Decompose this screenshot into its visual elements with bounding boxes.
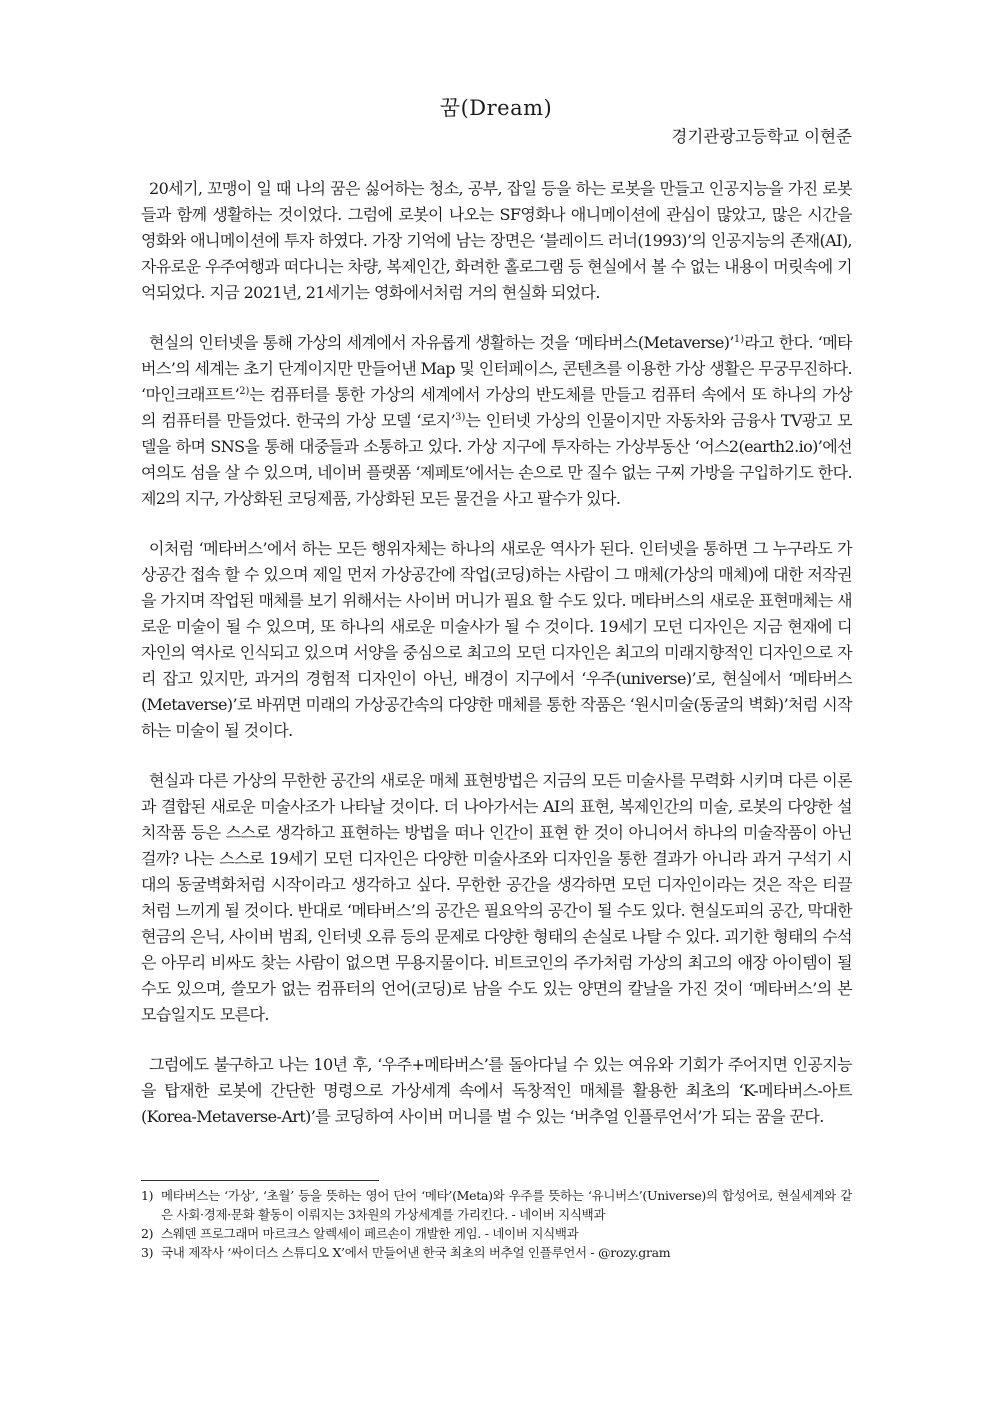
paragraph-text: 그럼에도 불구하고 나는 10년 후, ‘우주+메타버스’를 돌아다닐 수 있는 여유와 기회가 주어지면 인공지능을 탑재한 로봇에 간단한 명령으로 가상세계 속에서 독창적인 매체를 활용한 최초의 ‘K-메타버스-아트(Korea-Metaverse-Art)’를 코딩하여 사이버 머니를 벌 수 있는 ‘버추얼 인플루언서’가 되는 꿈을 꾼다.: [141, 1055, 852, 1126]
paragraph-text: 현실과 다른 가상의 무한한 공간의 새로운 매체 표현방법은 지금의 모든 미술사를 무력화 시키며 다른 이론과 결합된 새로운 미술사조가 나타날 것이다. 더 나아가서는 AI의 표현, 복제인간의 미술, 로봇의 다양한 설치작품 등은 스스로 생각하고 표현하는 방법을 떠나 인간이 표현 한 것이 아니어서 하나의 미술작품이 아닌 걸까? 나는 스스로 19세기 모던 디자인은 다양한 미술사조와 디자인을 통한 결과가 아니라 과거 구석기 시대의 동굴벽화처럼 시작이라고 생각하고 싶다. 무한한 공간을 생각하면 모던 디자인이라는 것은 작은 티끌처럼 느끼게 될 것이다. 반대로 ‘메타버스’의 공간은 필요악의 공간이 될 수도 있다. 현실도피의 공간, 막대한 현금의 은닉, 사이버 범죄, 인터넷 오류 등의 문제로 다양한 형태의 손실로 나탈 수 있다. 괴기한 형태의 수석은 아무리 비싸도 찾는 사람이 없으면 무용지물이다. 비트코인의 주가처럼 가상의 최고의 애장 아이템이 될 수도 있으며, 쓸모가 없는 컴퓨터의 언어(코딩)로 남을 수도 있는 양면의 칼날을 가진 것이 ‘메타버스’의 본 모습일지도 모른다.: [141, 771, 852, 1024]
paragraph-text: 20세기, 꼬맹이 일 때 나의 꿈은 싫어하는 청소, 공부, 잡일 등을 하는 로봇을 만들고 인공지능을 가진 로봇들과 함께 생활하는 것이었다. 그럼에 로봇이 나오는 SF영화나 애니메이션에 관심이 많았고, 많은 시간을 영화와 애니메이션에 투자 하였다. 가장 기억에 남는 장면은 ‘블레이드 러너(1993)’의 인공지능의 존재(AI), 자유로운 우주여행과 떠다니는 차량, 복제인간, 화려한 홀로그램 등 현실에서 볼 수 없는 내용이 머릿속에 기억되었다. 지금 2021년, 21세기는 영화에서처럼 거의 현실화 되었다.: [141, 179, 852, 302]
footnote-number: 1): [141, 1188, 154, 1203]
paragraph-text: 현실의 인터넷을 통해 가상의 세계에서 자유롭게 생활하는 것을 ‘메타버스(Metaverse)’: [149, 333, 734, 352]
author-line: 경기관광고등학교 이현준: [671, 127, 852, 146]
essay-body: [141, 176, 852, 1130]
footnote-divider: [141, 1180, 379, 1181]
footnote-number: 2): [141, 1226, 154, 1241]
paragraph-2: [141, 330, 852, 512]
paragraph-3: [141, 536, 852, 744]
footnotes: [141, 1186, 852, 1262]
footnote-number: 3): [141, 1245, 154, 1260]
footnote-3: [141, 1243, 852, 1262]
footnote-2: [141, 1224, 852, 1243]
footnote-text: 스웨덴 프로그래머 마르크스 알렉세이 페르손이 개발한 게임. - 네이버 지식백과: [161, 1226, 579, 1241]
footnote-ref-3[interactable]: 3): [455, 412, 466, 423]
page-title: 꿈(Dream): [439, 96, 553, 120]
paragraph-text: 라고 한다. ‘메타버스’의 세계는 초기 단계이지만 만들어낸 Map 및 인터페이스, 콘텐츠를 이용한 가상 생활은 무궁무진하다. ‘마인크래프트’: [141, 333, 852, 404]
paragraph-text: 는 인터넷 가상의 인물이지만 자동차와 금융사 TV광고 모델을 하며 SNS을 통해 대중들과 소통하고 있다. 가상 지구에 투자하는 가상부동산 ‘어스2(earth2.io)’에선 여의도 섬을 살 수 있으며, 네이버 플랫폼 ‘제페토’에서는 손으로 만 질수 없는 구찌 가방을 구입하기도 한다. 제2의 지구, 가상화된 코딩제품, 가상화된 모든 물건을 사고 팔수가 있다.: [141, 411, 852, 508]
footnote-text: 메타버스는 ‘가상’, ‘초월’ 등을 뜻하는 영어 단어 ‘메타’(Meta)와 우주를 뜻하는 ‘유니버스’(Universe)의 합성어로, 현실세계와 같은 사회·경제·문화 활동이 이뤄지는 3차원의 가상세계를 가리킨다. - 네이버 지식백과: [161, 1188, 852, 1222]
footnote-ref-1[interactable]: 1): [733, 334, 745, 345]
paragraph-text: 이처럼 ‘메타버스’에서 하는 모든 행위자체는 하나의 새로운 역사가 된다. 인터넷을 통하면 그 누구라도 가상공간 접속 할 수 있으며 제일 먼저 가상공간에 작업(코딩)하는 사람이 그 매체(가상의 매체)에 대한 저작권을 가지며 작업된 매체를 보기 위해서는 사이버 머니가 필요 할 수도 있다. 메타버스의 새로운 표현매체는 새로운 미술이 될 수 있으며, 또 하나의 새로운 미술사가 될 수 것이다. 19세기 모던 디자인은 지금 현재에 디자인의 역사로 인식되고 있으며 서양을 중심으로 최고의 모던 디자인은 최고의 미래지향적인 디자인으로 자리 잡고 있지만, 과거의 경험적 디자인이 아닌, 배경이 지구에서 ‘우주(universe)’로, 현실에서 ‘메타버스(Metaverse)’로 바뀌면 미래의 가상공간속의 다양한 매체를 통한 작품은 ‘원시미술(동굴의 벽화)’처럼 시작하는 미술이 될 것이다.: [141, 539, 852, 740]
footnote-text: 국내 제작사 ‘싸이더스 스튜디오 X’에서 만들어낸 한국 최초의 버추얼 인플루언서 - @rozy.gram: [161, 1245, 671, 1260]
paragraph-1: [141, 176, 852, 306]
paragraph-4: [141, 768, 852, 1028]
footnote-1: [141, 1186, 852, 1224]
paragraph-text: 는 컴퓨터를 통한 가상의 세계에서 가상의 반도체를 만들고 컴퓨터 속에서 또 하나의 가상의 컴퓨터를 만들었다. 한국의 가상 모델 ‘로지’: [141, 385, 852, 430]
footnote-ref-2[interactable]: 2): [239, 386, 250, 397]
paragraph-5: [141, 1052, 852, 1130]
